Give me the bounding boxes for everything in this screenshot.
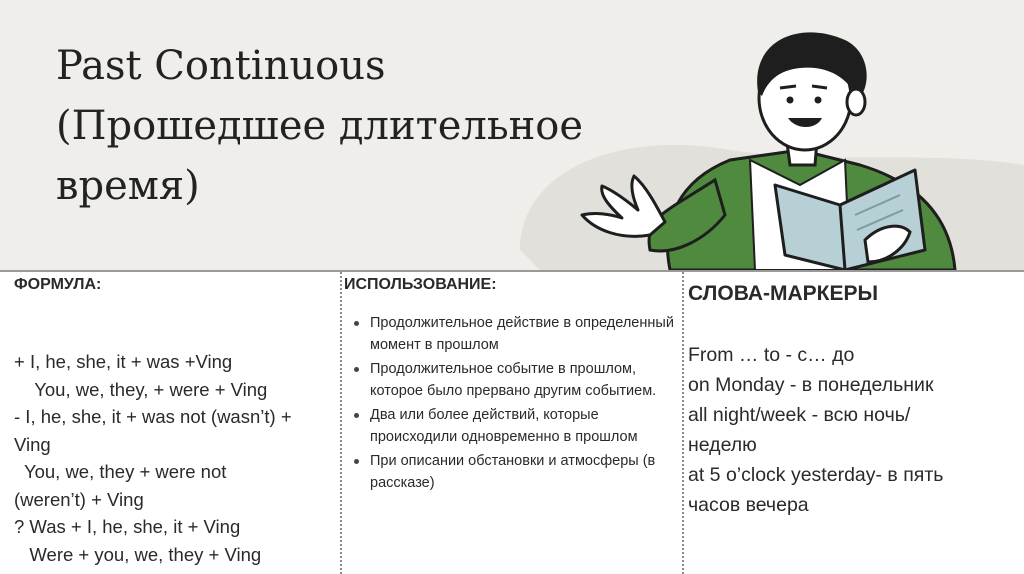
usage-item: Два или более действий, которые происходили одновременно в прошлом [344, 404, 680, 448]
formula-line: You, we, they + were not [14, 461, 227, 482]
formula-line: Were + you, we, they + Ving [14, 543, 262, 565]
formula-line: + I, he, she, it + was +Ving [14, 351, 233, 372]
column-divider-1 [340, 272, 342, 574]
title-line-2: (Прошедшее длительное [56, 103, 584, 149]
formula-line: Ving [14, 433, 51, 455]
right-eye [815, 97, 822, 104]
formula-heading: ФОРМУЛА: [14, 276, 102, 293]
formula-line: - I, he, she, it + was not (wasn’t) + [14, 406, 292, 427]
marker-line: at 5 o’clock yesterday- в пять [688, 464, 944, 486]
marker-line: часов вечера [688, 494, 809, 516]
markers-heading: СЛОВА-МАРКЕРЫ [688, 282, 879, 305]
left-eye [787, 97, 794, 104]
usage-item: Продолжительное действие в определенный момент в прошлом [344, 312, 680, 356]
markers-column [688, 276, 1018, 520]
usage-item: При описании обстановки и атмосферы (в рассказе) [344, 450, 680, 494]
usage-item: Продолжительное событие в прошлом, которое было прервано другим событием. [344, 358, 680, 402]
marker-line: on Monday - в понедельник [688, 374, 934, 396]
title-line-3: время) [56, 163, 200, 209]
marker-line: неделю [688, 434, 757, 456]
usage-heading: ИСПОЛЬЗОВАНИЕ: [344, 276, 497, 293]
marker-line: all night/week - всю ночь/ [688, 404, 911, 426]
marker-line: From … to - с… до [688, 344, 855, 366]
column-divider-2 [682, 272, 684, 574]
ear [847, 89, 865, 115]
header-divider [0, 270, 1024, 272]
usage-column [344, 276, 680, 496]
formula-line: You, we, they, + were + Ving [14, 378, 268, 400]
title-line-1: Past Continuous [56, 43, 386, 89]
man-reading-book-icon [500, 0, 1024, 270]
usage-list [344, 312, 680, 494]
formula-line: ? Was + I, he, she, it + Ving [14, 516, 241, 537]
formula-column [14, 276, 336, 568]
formula-list [14, 348, 336, 568]
formula-line: (weren’t) + Ving [14, 488, 144, 510]
title-banner [0, 0, 1024, 270]
markers-list [688, 340, 1018, 520]
